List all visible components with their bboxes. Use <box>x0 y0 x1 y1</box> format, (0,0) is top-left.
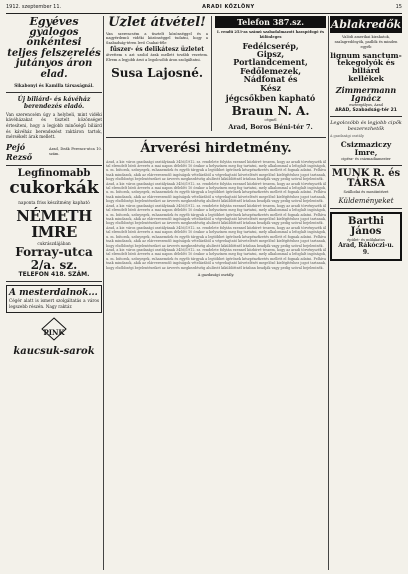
barthi-subtitle: épület- és műlakatos <box>347 237 385 242</box>
ablakredok-subtitle: Valódi amerikai kirakatok, szalagredőnyök, padlók és minden egyéb <box>334 35 398 49</box>
header-date: 1912. szeptember 11. <box>6 4 62 10</box>
mesterdalnok-ad <box>6 285 102 312</box>
kuldemenyek-label: Küldeményeket <box>338 196 394 205</box>
arveresi-body-repeat: Arad, a kir. város gazdasági osztályának 3456/1912. sz. rendelete folytán ezennel közhírré teszem, hogy az aradi törvényszék által elrendelt bírói árverés a mai napon délelőtt 10 órakor a helyszínen meg fog tartatni, mely alkalommal a lefoglalt ingóságok, u. m. bútorok, szőnyegek, ruhaneműek és egyéb tárgyak a legtöbbet ígérőnek készpénzfizetés mellett el fognak adatni. Felhívatnak mindazok, akik az elárverezendő ingóságok vételárából a végrehajtató követelését megelőző kielégítéshez jogot tartanak, hogy elsőbbségi bejelentéseiket az árverés megkezdéséig alulírott kiküldöttnél írásban beadják vagy pedig szóval bejelentsék. <box>106 225 326 248</box>
uzlet-atvetel-ad <box>106 16 208 131</box>
mesterdalnok-body: Cégér alatt is ismert szolgáltatás a város legszebb részén. Nagy raktár. <box>9 298 99 310</box>
braun-cegnel: cégnél <box>264 118 277 123</box>
right-column <box>330 16 402 570</box>
fuszer-heading: fűszer- és delikátesz üzletet <box>110 46 204 54</box>
billiard-body: Van szerencsém úgy a helybeli, mint vidéki kávéházakat és tisztelt közönséget értesíteni, hogy a legjobb minőségű biliárd és kávéház berendezést raktáron tartok, mérsékelt árak mellett. <box>6 111 102 140</box>
telefon-number: TELEFON 418. SZÁM. <box>18 271 90 279</box>
lignum-line-1: lignum sanctum- <box>330 50 402 60</box>
braun-address: Arad, Boros Béni-tér 7. <box>228 122 313 131</box>
ad-title-jutanyos: jutányos áron elad. <box>15 58 93 80</box>
forray-address: Forray-utca 2/a. sz. <box>15 245 93 272</box>
divider <box>6 281 102 282</box>
braun-subtitle: I. rendű 253-as számú szabadalmazott harapófogó és különleges <box>217 30 325 39</box>
csizmaziczy-subtitle: cipész- és csizmadiamester <box>341 156 391 161</box>
cukor-body: naponta friss készítmény kapható <box>18 200 90 206</box>
nemeth-name: NÉMETH IMRE <box>16 207 92 241</box>
arveresi-heading: Árverési hirdetmény. <box>140 140 292 156</box>
billiard-heading: Új biliárd- és kávéház berendezés eladó. <box>17 95 91 110</box>
braun-item-portland: Portlandcement, <box>233 57 308 68</box>
column-divider <box>103 16 104 570</box>
mesterdalnok-title: A mesterdalnok... <box>9 288 98 299</box>
header-rule <box>6 13 402 14</box>
arveresi-body-repeat: Arad, a kir. város gazdasági osztályának 3456/1912. sz. rendelete folytán ezennel közhírré teszem, hogy az aradi törvényszék által elrendelt bírói árverés a mai napon délelőtt 10 órakor a helyszínen meg fog tartatni, mely alkalommal a lefoglalt ingóságok, u. m. bútorok, szőnyegek, ruhaneműek és egyéb tárgyak a legtöbbet ígérőnek készpénzfizetés mellett el fognak adatni. Felhívatnak mindazok, akik az elárverezendő ingóságok vételárából a végrehajtató követelését megelőző kielégítéshez jogot tartanak, hogy elsőbbségi bejelentéseiket az árverés megkezdéséig alulírott kiküldöttnél írásban beadják vagy pedig szóval bejelentsék. <box>106 247 326 270</box>
braun-item-fedelcserep: Fedélcserép, <box>242 40 299 51</box>
lignum-line-2: tekegolyók és biliárd <box>337 58 395 76</box>
column-divider <box>328 16 329 570</box>
arveresi-body-repeat: Arad, a kir. város gazdasági osztályának 3456/1912. sz. rendelete folytán ezennel közhírré teszem, hogy az aradi törvényszék által elrendelt bírói árverés a mai napon délelőtt 10 órakor a helyszínen meg fog tartatni, mely alkalommal a lefoglalt ingóságok, u. m. bútorok, szőnyegek, ruhaneműek és egyéb tárgyak a legtöbbet ígérőnek készpénzfizetés mellett el fognak adatni. Felhívatnak mindazok, akik az elárverezendő ingóságok vételárából a végrehajtató követelését megelőző kielégítéshez jogot tartanak, hogy elsőbbségi bejelentéseiket az árverés megkezdéséig alulírott kiküldöttnél írásban beadják vagy pedig szóval bejelentsék. <box>106 181 326 204</box>
csizmaziczy-name: Csizmaziczy Imre, <box>340 140 392 157</box>
ad-title-egyeves: Egyéves <box>29 16 79 28</box>
uzlet-body-2: átvettem s azt szolid árak mellett tovább vezetem. Elvem a legjobb árut a legolcsóbb áron szolgáltatni. <box>106 53 209 63</box>
kaucsuk-sarok: kaucsuk-sarok <box>13 345 95 357</box>
barthi-name: Barthi János <box>348 215 384 238</box>
uzlet-body: Van szerencsém a tisztelt közönséggel és a nagyérdemű vidéki közönséggel tudatni, hogy a Szabadság-téren levő Csabai-féle <box>106 31 209 46</box>
divider <box>330 116 402 117</box>
uzlet-heading: Üzlet átvétel! <box>108 16 206 30</box>
header-title: ARADI KÖZLÖNY <box>202 4 255 10</box>
header-page-number: 15 <box>395 4 402 10</box>
nemeth-address: cukrászdájában <box>37 240 71 246</box>
braun-item-kesz: Kész <box>260 82 281 93</box>
pink-logo <box>6 316 102 337</box>
munk-name: MUNK R. és TÁRSA <box>331 167 401 190</box>
braun-name: Braun N. A. <box>231 104 310 119</box>
braun-item-gipsz: Gipsz, <box>256 49 285 60</box>
zimmermann-address: ARAD, Szabadság-tér 21 <box>335 107 397 113</box>
ad-subtitle: Sikabonyi és Kamilla társaságnál. <box>14 83 94 89</box>
divider <box>6 92 102 93</box>
lignum-line-3: kellékek <box>348 74 384 84</box>
arveresi-footer: A gazdasági osztály. <box>197 273 235 278</box>
left-column <box>6 16 102 570</box>
divider <box>330 165 402 166</box>
barthi-ad <box>330 212 402 262</box>
page-header <box>6 4 402 13</box>
middle-column <box>106 16 326 570</box>
arveresi-body-repeat: Arad, a kir. város gazdasági osztályának 3456/1912. sz. rendelete folytán ezennel közhírré teszem, hogy az aradi törvényszék által elrendelt bírói árverés a mai napon délelőtt 10 órakor a helyszínen meg fog tartatni, mely alkalommal a lefoglalt ingóságok, u. m. bútorok, szőnyegek, ruhaneműek és egyéb tárgyak a legtöbbet ígérőnek készpénzfizetés mellett el fognak adatni. Felhívatnak mindazok, akik az elárverezendő ingóságok vételárából a végrehajtató követelését megelőző kielégítéshez jogot tartanak, hogy elsőbbségi bejelentéseiket az árverés megkezdéséig alulírott kiküldöttnél írásban beadják vagy pedig szóval bejelentsék. <box>106 203 326 226</box>
billiard-address: Arad, Deák Ferencz-utca 10. szám. <box>49 147 102 156</box>
susa-signature: Susa Lajosné. <box>111 65 204 80</box>
braun-telefon: Telefon 387.sz. <box>215 16 326 28</box>
braun-jegoes: jégcsőkben kapható <box>225 93 316 104</box>
divider <box>6 165 102 166</box>
billiard-name: Pejó Rezső <box>6 142 33 163</box>
arveresi-body: Arad, a kir. város gazdasági osztályának 3456/1912. sz. rendelete folytán ezennel közhírré teszem, hogy az aradi törvényszék által elrendelt bírói árverés a mai napon délelőtt 10 órakor a helyszínen meg fog tartatni, mely alkalommal a lefoglalt ingóságok, u. m. bútorok, szőnyegek, ruhaneműek és egyéb tárgyak a legtöbbet ígérőnek készpénzfizetés mellett el fognak adatni. Felhívatnak mindazok, akik az elárverezendő ingóságok vételárából a végrehajtató követelését megelőző kielégítéshez jogot tartanak, hogy elsőbbségi bejelentéseiket az árverés megkezdéséig alulírott kiküldöttnél írásban beadják vagy pedig szóval bejelentsék. <box>106 159 326 182</box>
barthi-address: Arad, Rákóczi-u. 9. <box>338 242 394 257</box>
divider <box>330 208 402 209</box>
braun-item-fedolemezek: Fedőlemezek, <box>240 65 301 76</box>
braun-item-nadfonat: Nádfonat és <box>243 74 298 85</box>
cukor-heading-1: Legfinomabb <box>17 168 91 180</box>
divider <box>106 137 326 138</box>
zimmermann-name: Zimmermann Ignácz <box>335 85 397 104</box>
ablakredok-heading: Ablakredők <box>330 18 402 31</box>
ad-title-felszereles: teljes felszerelés <box>7 47 101 59</box>
munk-subtitle: Szállodai és mosóintézet <box>343 189 389 194</box>
cukor-heading-2: cukorkák <box>9 177 99 198</box>
pink-text: PINK <box>43 327 65 337</box>
cipesz-body: A gazdasági osztály. <box>330 133 365 138</box>
zimmermann-subtitle: esztergályos, Arad <box>349 102 383 107</box>
ad-title-gyalogos: gyalogos önkéntesi <box>26 26 82 49</box>
legolcsobb-line: Legolcsóbb és legjobb cipők beszerezhetők <box>330 119 402 132</box>
braun-ad <box>211 16 326 131</box>
